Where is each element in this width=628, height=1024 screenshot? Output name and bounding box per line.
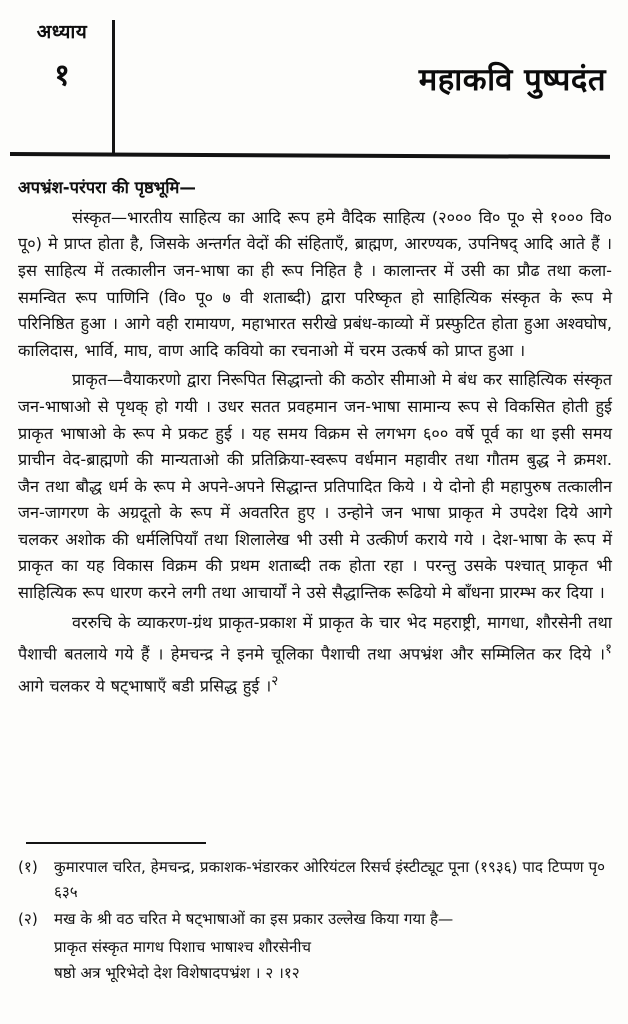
header-vertical-divider [112, 20, 115, 156]
paragraph-prakrit: प्राकृत—वैयाकरणो द्वारा निरूपित सिद्धान्तो की कठोर सीमाओ मे बंध कर साहित्यिक संस्कृत जन-भाषाओ से पृथक् हो गयी । उधर सतत प्रवहमान जन-भाषा सामान्य रूप से विकसित होती हुई प्राकृत भाषाओ के रूप मे प्रकट हुई । यह समय विक्रम से लगभग ६०० वर्षे पूर्व का था इसी समय प्राचीन वेद-ब्राह्मणो की मान्यताओ की प्रतिक्रिया-स्वरूप वर्धमान महावीर तथा गौतम बुद्ध ने क्रमश. जैन तथा बौद्ध धर्म के रूप मे अपने-अपने सिद्धान्त प्रतिपादित किये । ये दोनो ही महापुरुष तत्कालीन जन-जागरण के अग्रदूतो के रूप में अवतरित हुए । उन्होने जन भाषा प्राकृत मे उपदेश दिये आगे चलकर अशोक की धर्मलिपियाँ तथा शिलालेख भी उसी मे उत्कीर्ण कराये गये । देश-भाषा के रूप में प्राकृत का यह विकास विक्रम की प्रथम शताब्दी तक होता रहा । परन्तु उसके पश्चात् प्राकृत भी साहित्यिक रूप धारण करने लगी तथा आचार्यों ने उसे सैद्धान्तिक रूढियो मे बाँधना प्रारम्भ कर दिया । [18, 370, 612, 603]
chapter-label: अध्याय [36, 21, 88, 43]
footnote-separator-rule [26, 842, 206, 844]
footnotes-block [18, 842, 612, 986]
verse-line: षष्ठो अत्र भूरिभेदो देश विशेषादपभ्रंश । २ ।१२ [54, 964, 300, 982]
footnote-marker: (१) [18, 858, 38, 876]
verse-line: प्राकृत संस्कृत मागध पिशाच भाषाश्च शौरसेनीच [54, 938, 312, 956]
footnote-text: कुमारपाल चरित, हेमचन्द्र, प्रकाशक-भंडारकर ओरियंटल रिसर्च इंस्टीट्यूट पूना (१९३६) पाद टिप्पण पृ० ६३५ [54, 858, 606, 901]
section-heading: अपभ्रंश-परंपरा की पृष्ठभूमि— [18, 178, 196, 197]
footnote-marker: (२) [18, 910, 38, 928]
footnote-item [18, 855, 612, 905]
footnote-item [18, 907, 612, 932]
body-text-area [18, 176, 612, 700]
paragraph-apabhramsha: वररुचि के व्याकरण-ग्रंथ प्राकृत-प्रकाश में प्राकृत के चार भेद महराष्ट्री, मागधा, शौरसेनी तथा पैशाची बतलाये गये हैं । हेमचन्द्र ने इनमे चूलिका पैशाची तथा अपभ्रंश और सम्मिलित कर दिये ।$^१$ आगे चलकर ये षट्भाषाएँ बडी प्रसिद्ध हुई ।$^२$ [18, 612, 612, 696]
page-title: महाकवि पुष्पदंत [418, 62, 606, 98]
chapter-block [18, 22, 106, 92]
header-horizontal-rule [10, 152, 610, 159]
footnote-verse [54, 934, 612, 986]
footnote-text: मख के श्री वठ चरित मे षट्भाषाओं का इस प्रकार उल्लेख किया गया है— [54, 910, 454, 928]
page-header [0, 0, 628, 158]
chapter-number: १ [54, 57, 70, 93]
paragraph-sanskrit: संस्कृत—भारतीय साहित्य का आदि रूप हमे वैदिक साहित्य (२००० वि० पू० से १००० वि० पू०) मे प्राप्त होता है, जिसके अन्तर्गत वेदों की संहिताएँ, ब्राह्मण, आरण्यक, उपनिषद् आदि आते हैं । इस साहित्य में तत्कालीन जन-भाषा का ही रूप निहित है । कालान्तर में उसी का प्रौढ तथा कला-समन्वित रूप पाणिनि (वि० पू० ७ वी शताब्दी) द्वारा परिष्कृत हो साहित्यिक संस्कृत के रूप मे परिनिष्ठित हुआ । आगे वही रामायण, महाभारत सरीखे प्रबंध-काव्यो में प्रस्फुटित होता हुआ अश्वघोष, कालिदास, भार्वि, माघ, वाण आदि कवियो का रचनाओ में चरम उत्कर्ष को प्राप्त हुआ । [18, 207, 612, 360]
